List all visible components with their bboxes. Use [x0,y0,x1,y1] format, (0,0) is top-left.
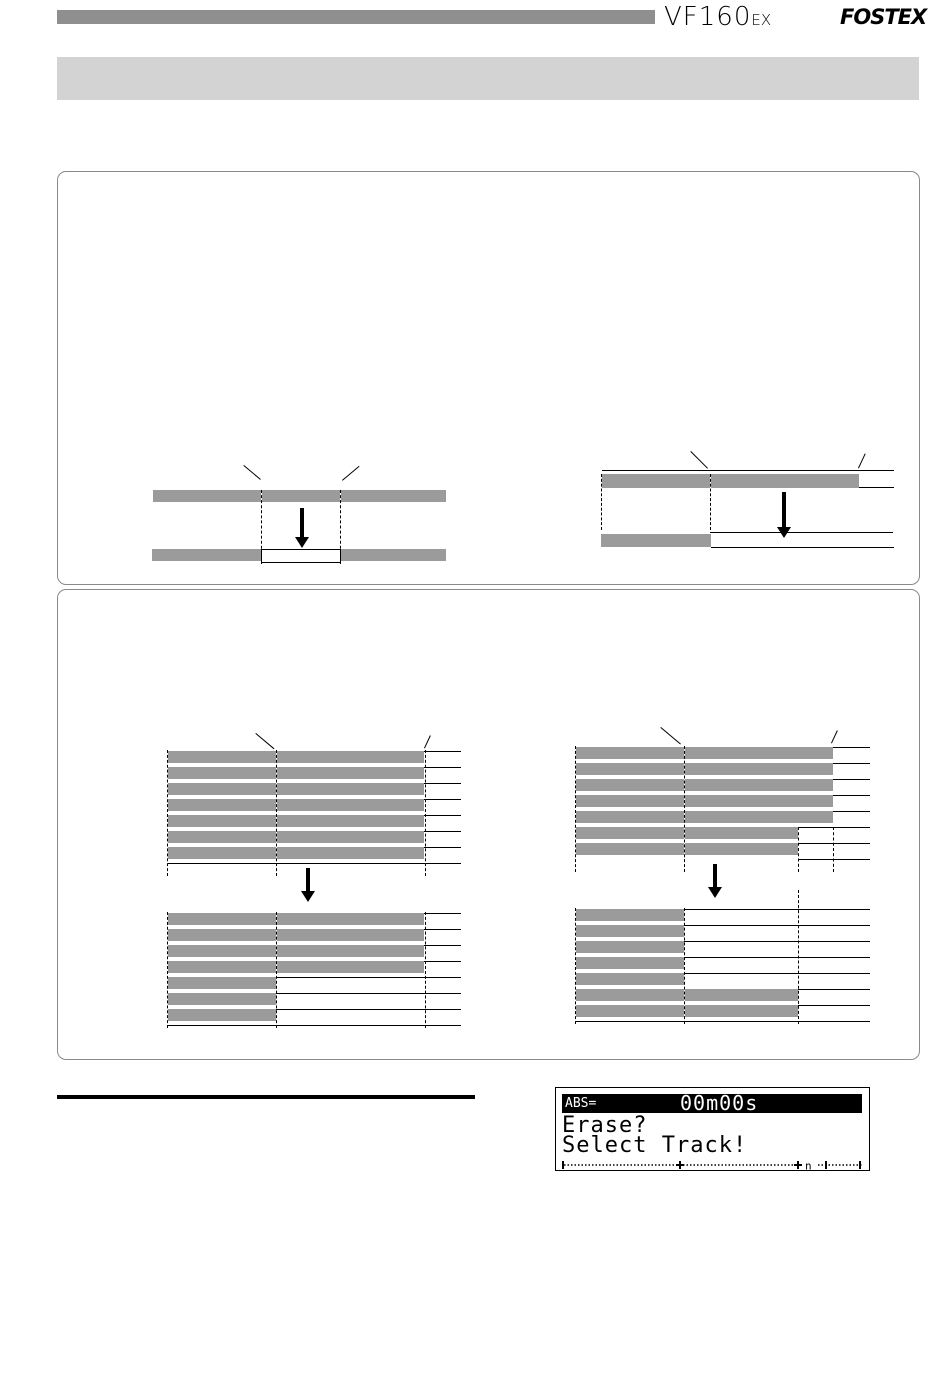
erase-single-track-panel [57,171,920,585]
model-name: VF160 [664,2,752,32]
brand-logo: FOSTEX [840,5,927,29]
down-arrow-icon [713,864,717,888]
section-title-bar [57,57,919,100]
down-arrow-icon [300,508,304,538]
lcd-status-row [562,1091,862,1115]
lcd-display [555,1087,870,1171]
model-suffix: EX [751,11,772,29]
lcd-position-scale [562,1160,862,1170]
lcd-abs-label: ABS= [565,1096,597,1111]
down-arrow-icon [782,492,786,528]
model-logo [664,2,771,32]
lcd-scale-marker: n [805,1160,812,1170]
section-rule [57,1095,475,1099]
down-arrow-icon [306,868,310,892]
header-bar [57,10,655,24]
lcd-line-2: Select Track! [562,1133,748,1158]
lcd-time-readout: 00m00s [680,1091,759,1115]
lcd-line-1: Erase? [562,1113,648,1138]
erase-multi-track-panel [57,589,920,1060]
